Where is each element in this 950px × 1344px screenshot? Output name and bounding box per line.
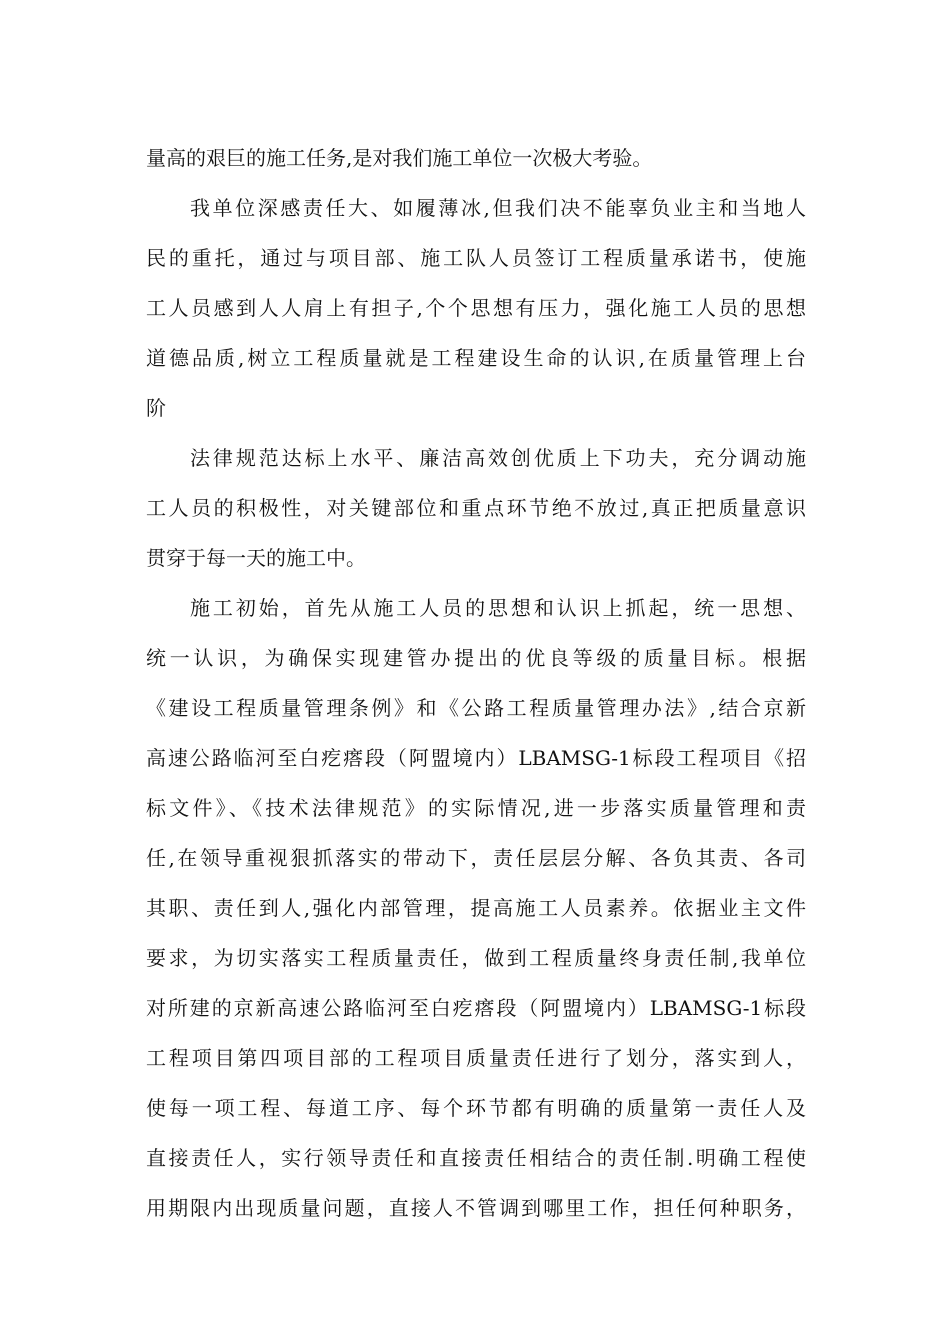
paragraph-first-line: 我单位深感责任大、如履薄冰,但我们决不能辜负业主和当地人 (190, 196, 806, 220)
text-line: 量高的艰巨的施工任务,是对我们施工单位一次极大考验。 (146, 146, 653, 170)
text-line: 工人员感到人人肩上有担子,个个思想有压力，强化施工人员的思想 (146, 296, 806, 320)
text-line: 要求，为切实落实工程质量责任，做到工程质量终身责任制,我单位 (146, 946, 806, 970)
text-line: 对所建的京新高速公路临河至白疙瘩段（阿盟境内）LBAMSG-1标段 (146, 996, 806, 1020)
text-line: 直接责任人，实行领导责任和直接责任相结合的责任制.明确工程使 (146, 1146, 806, 1170)
paragraph-first-line: 法律规范达标上水平、廉洁高效创优质上下功夫，充分调动施 (190, 446, 806, 470)
text-line: 《建设工程质量管理条例》和《公路工程质量管理办法》,结合京新 (146, 696, 806, 720)
text-line: 阶 (146, 396, 166, 420)
text-line: 高速公路临河至白疙瘩段（阿盟境内）LBAMSG-1标段工程项目《招 (146, 746, 806, 770)
paragraph-first-line: 施工初始，首先从施工人员的思想和认识上抓起，统一思想、 (190, 596, 806, 620)
text-line: 其职、责任到人,强化内部管理，提高施工人员素养。依据业主文件 (146, 896, 806, 920)
body-text (146, 133, 806, 1233)
text-line: 工人员的积极性，对关键部位和重点环节绝不放过,真正把质量意识 (146, 496, 806, 520)
text-line: 使每一项工程、每道工序、每个环节都有明确的质量第一责任人及 (146, 1096, 806, 1120)
text-line: 民的重托，通过与项目部、施工队人员签订工程质量承诺书，使施 (146, 246, 806, 270)
text-line: 用期限内出现质量问题，直接人不管调到哪里工作，担任何种职务， (146, 1196, 806, 1220)
text-line: 统一认识，为确保实现建管办提出的优良等级的质量目标。根据 (146, 646, 806, 670)
text-line: 标文件》、《技术法律规范》的实际情况,进一步落实质量管理和责 (146, 796, 806, 820)
text-line: 任,在领导重视狠抓落实的带动下，责任层层分解、各负其责、各司 (146, 846, 806, 870)
text-line: 工程项目第四项目部的工程项目质量责任进行了划分，落实到人， (146, 1046, 806, 1070)
text-line: 贯穿于每一天的施工中。 (146, 546, 366, 570)
text-line: 道德品质,树立工程质量就是工程建设生命的认识,在质量管理上台 (146, 346, 806, 370)
